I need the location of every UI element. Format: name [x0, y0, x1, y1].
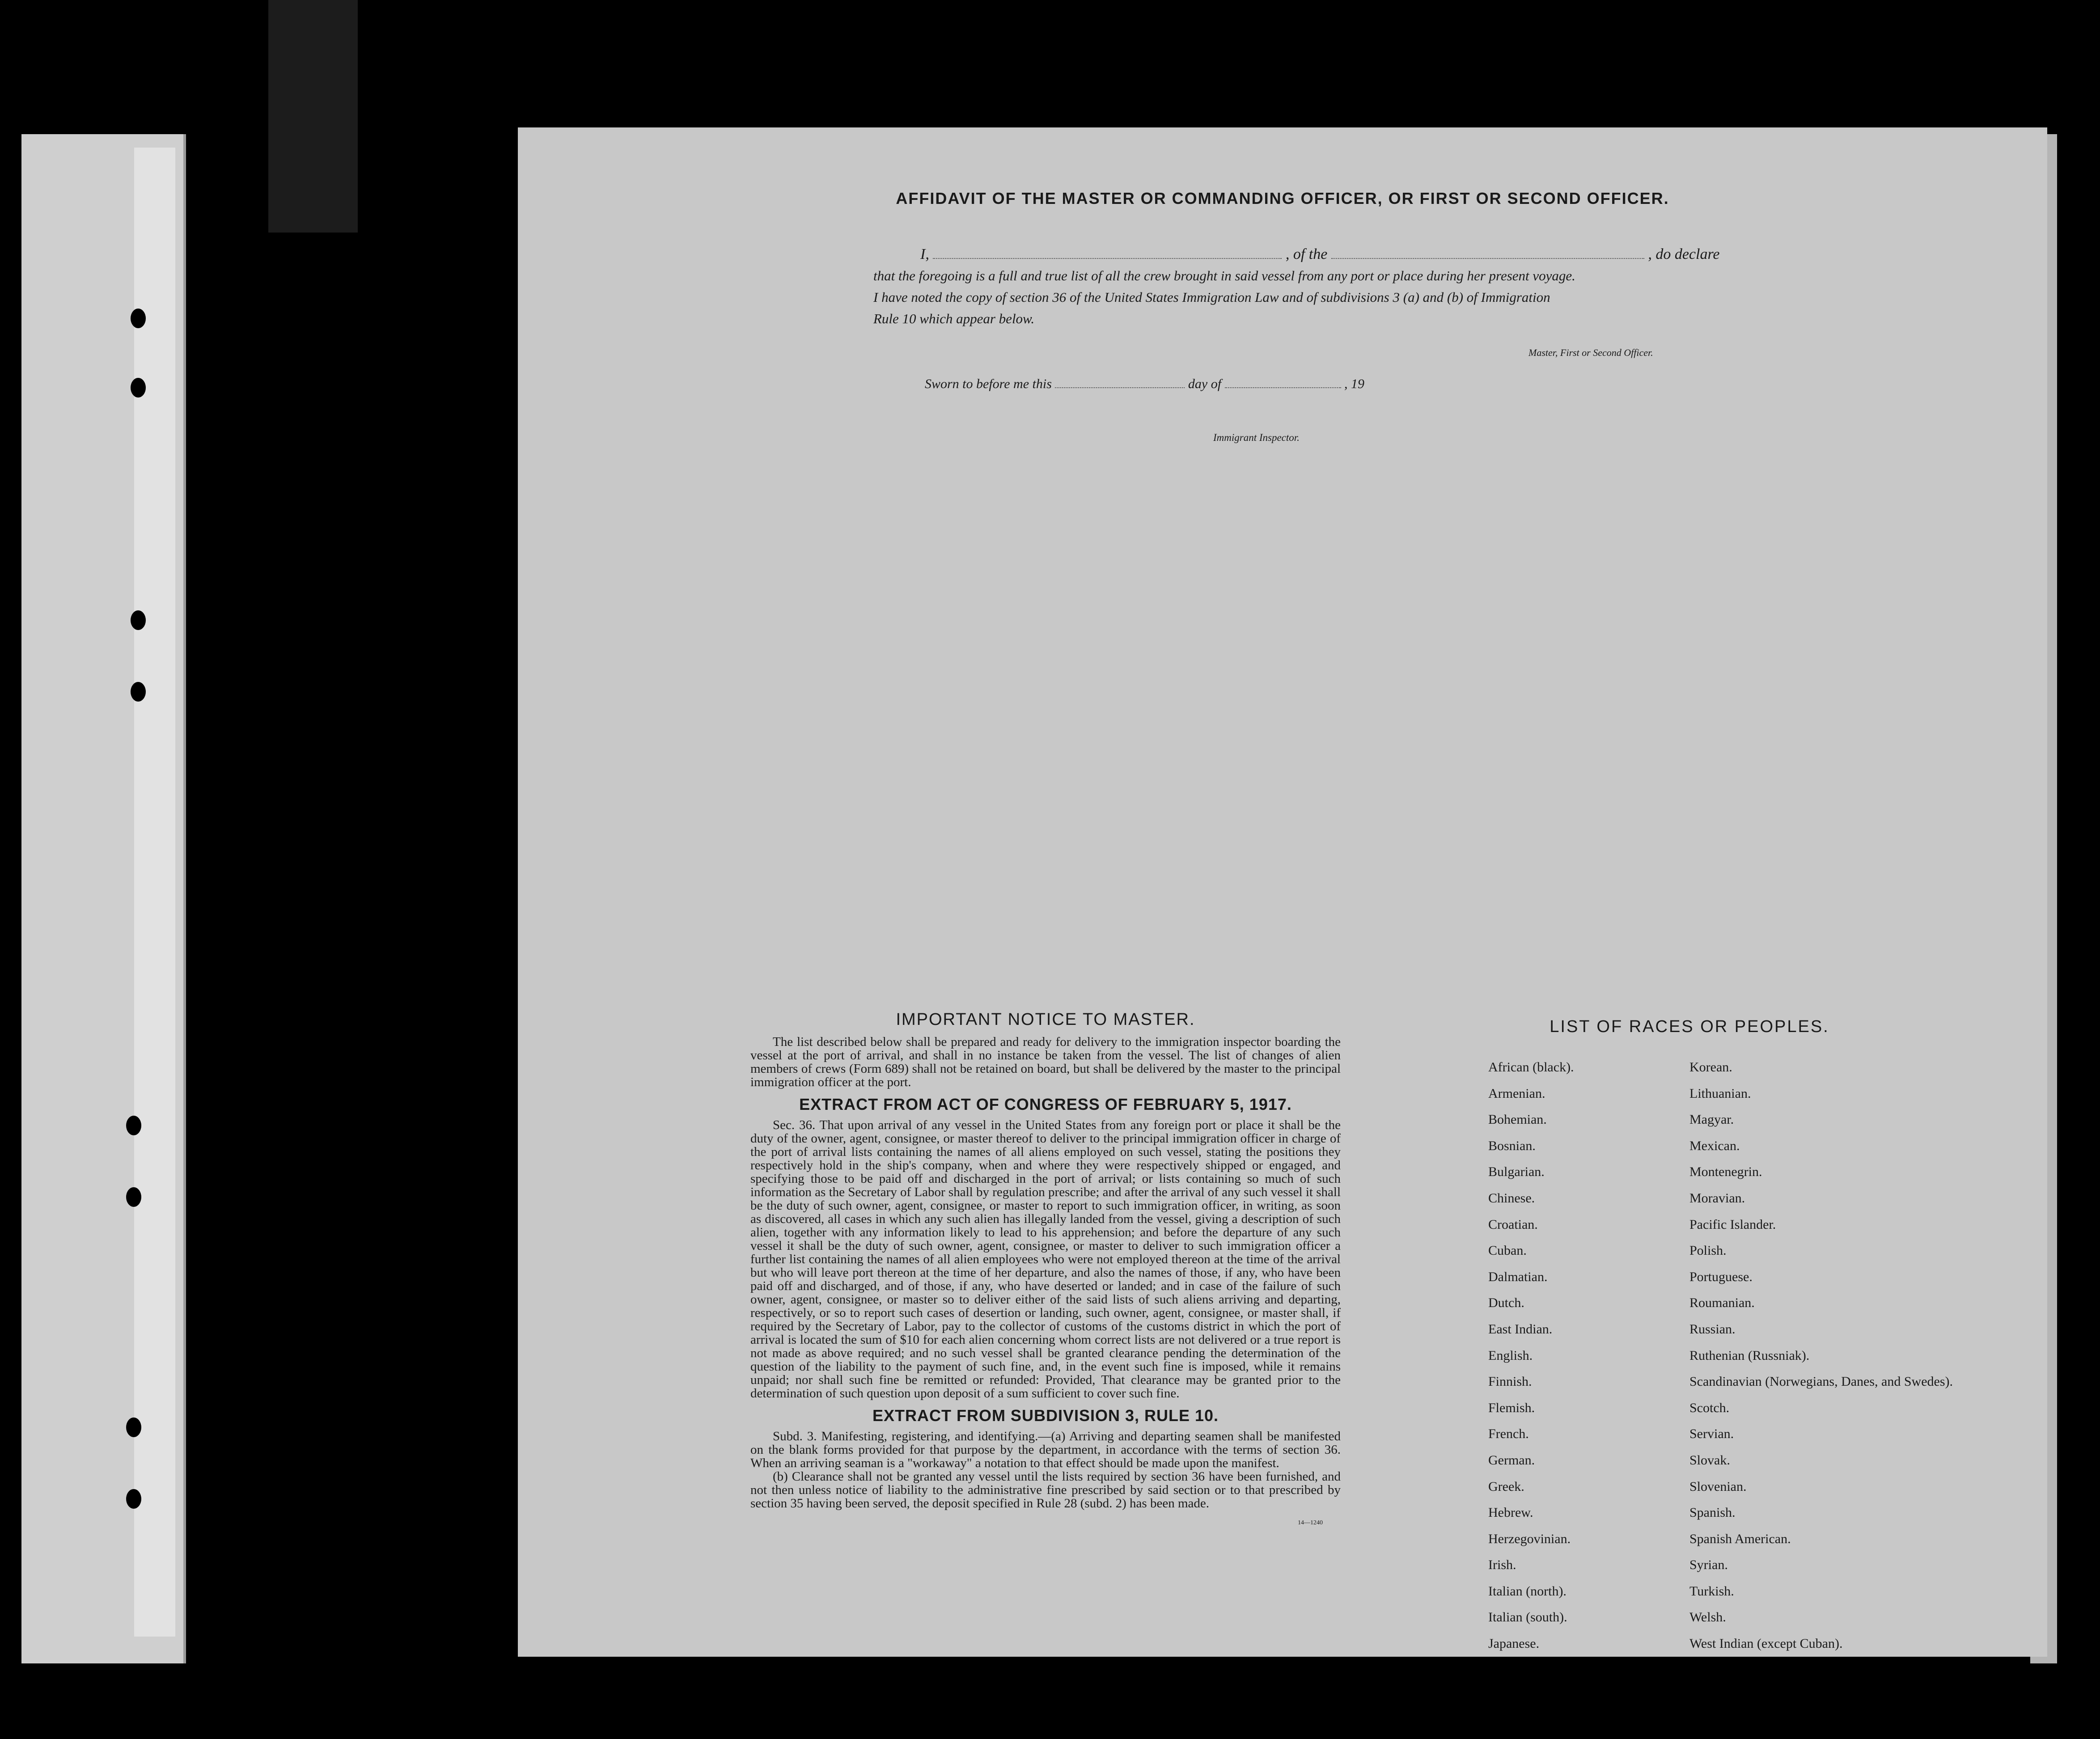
- races-column-1: [1488, 1054, 1689, 1657]
- punch-hole: [131, 610, 146, 630]
- race-entry: Mexican.: [1689, 1138, 1740, 1153]
- race-entry: Magyar.: [1689, 1112, 1734, 1127]
- form-number: 14—1240: [1298, 1519, 1323, 1526]
- race-entry: Servian.: [1689, 1426, 1734, 1442]
- races-heading: LIST OF RACES OR PEOPLES.: [1550, 1017, 1829, 1036]
- notice-text: The list described below shall be prepared and ready for delivery to the immigration inspector boarding the vessel at the port of arrival, and shall in no instance be taken from the vessel. The list of changes of alien members of crews (Form 689) shall not be retained on board, but shall be delivered by the master to the principal immigration officer at the port.: [750, 1035, 1341, 1089]
- extract-rule-heading: EXTRACT FROM SUBDIVISION 3, RULE 10.: [872, 1406, 1219, 1425]
- affidavit-line-2: that the foregoing is a full and true list of all the crew brought in said vessel from any port or place during her present voyage.: [873, 268, 1575, 283]
- race-entry: Japanese.: [1488, 1636, 1540, 1651]
- race-entry: Armenian.: [1488, 1086, 1545, 1101]
- race-entry: Turkish.: [1689, 1583, 1734, 1599]
- race-entry: Welsh.: [1689, 1610, 1726, 1625]
- section-36-text: Sec. 36. That upon arrival of any vessel in the United States from any foreign port or place it shall be the duty of the owner, agent, consignee, or master thereof to deliver to the principal immigration officer in charge of the port of arrival lists containing the names of all aliens employed on such vessel, stating the positions they respectively hold in the ship's company, when and where they were respectively shipped or engaged, and specifying those to be paid off and discharged in the port of arrival; or lists containing so much of such information as the Secretary of Labor shall by regulation prescribe; and after the arrival of any such vessel it shall be the duty of such owner, agent, consignee, or master to report to such immigration officer, in writing, as soon as discovered, all cases in which any such alien has illegally landed from the vessel, giving a description of such alien, together with any information likely to lead to his apprehension; and before the departure of any such vessel it shall be the duty of such owner, agent, consignee, or master to deliver to such immigration officer a further list containing the names of all alien employees who were not employed thereon at the time of the arrival but who will leave port thereon at the time of her departure, and also the names of those, if any, who have been paid off and discharged, and of those, if any, who have deserted or landed; and in case of the failure of such owner, agent, consignee, or master so to deliver either of the said lists of such aliens arriving and departing, respectively, or so to report such cases of desertion or landing, such owner, agent, consignee, or master shall, if required by the Secretary of Labor, pay to the collector of customs of the customs district in which the port of arrival is located the sum of $10 for each alien concerning whom correct lists are not delivered or a true report is not made as above required; and no such vessel shall be granted clearance pending the determination of the question of the liability to the payment of such fine, and, in the event such fine is imposed, while it remains unpaid; nor shall such fine be remitted or refunded: Provided, That clearance may be granted prior to the determination of such question upon deposit of a sum sufficient to cover such fine.: [750, 1118, 1341, 1401]
- race-entry: East Indian.: [1488, 1321, 1553, 1337]
- punch-hole: [131, 682, 146, 702]
- affidavit-line-3: I have noted the copy of section 36 of the United States Immigration Law and of subdivisions 3 (a) and (b) of Immigration: [873, 289, 1550, 305]
- race-entry: Bulgarian.: [1488, 1164, 1545, 1180]
- affidavit-form-sheet: [518, 127, 2047, 1657]
- races-list-section: [1488, 1017, 1953, 1657]
- affidavit-i-label: I,: [920, 246, 929, 262]
- affidavit-line-1: [920, 244, 1720, 265]
- race-entry: Bohemian.: [1488, 1112, 1547, 1127]
- subdivision-a-text: Subd. 3. Manifesting, registering, and identifying.—(a) Arriving and departing seamen shall be manifested on the blank forms provided for that purpose by the department, in accordance with the terms of section 36. When an arriving seaman is a "workaway" a notation to that effect should be made upon the manifest.: [750, 1429, 1341, 1470]
- race-entry: Portuguese.: [1689, 1269, 1753, 1284]
- affidavit-line-4: Rule 10 which appear below.: [873, 311, 1035, 326]
- race-entry: Bosnian.: [1488, 1138, 1536, 1153]
- affidavit-title: AFFIDAVIT OF THE MASTER OR COMMANDING OFFICER, OR FIRST OR SECOND OFFICER.: [896, 189, 1669, 207]
- race-entry: French.: [1488, 1426, 1529, 1442]
- do-declare-label: , do declare: [1648, 246, 1720, 262]
- subdivision-b-text: (b) Clearance shall not be granted any vessel until the lists required by section 36 have been furnished, and not then unless notice of liability to the administrative fine prescribed by said section or to that prescribed by section 35 having been served, the deposit specified in Rule 28 (subd. 2) has been made.: [750, 1469, 1341, 1511]
- race-entry: Slovenian.: [1689, 1479, 1747, 1494]
- race-entry: Ruthenian (Russniak).: [1689, 1348, 1810, 1363]
- important-notice-section: [750, 1010, 1341, 1530]
- left-sheet-fold: [134, 148, 175, 1637]
- punch-hole: [126, 1489, 141, 1509]
- race-entry: Spanish American.: [1689, 1531, 1791, 1546]
- master-name-blank[interactable]: [933, 258, 1282, 259]
- sworn-label: Sworn to before me this: [925, 377, 1052, 391]
- race-entry: Italian (south).: [1488, 1610, 1567, 1625]
- sworn-month-blank[interactable]: [1225, 387, 1341, 388]
- race-entry: Russian.: [1689, 1321, 1736, 1337]
- race-entry: Polish.: [1689, 1243, 1727, 1258]
- punch-hole: [131, 378, 146, 398]
- race-entry: Greek.: [1488, 1479, 1524, 1494]
- torn-paper-scrap: [268, 0, 358, 233]
- punch-hole: [126, 1116, 141, 1135]
- punch-hole: [131, 309, 146, 328]
- of-the-label: , of the: [1285, 246, 1328, 262]
- race-entry: German.: [1488, 1452, 1535, 1468]
- race-entry: Italian (north).: [1488, 1583, 1567, 1599]
- race-entry: Scandinavian (Norwegians, Danes, and Swedes).: [1689, 1374, 1953, 1389]
- race-entry: African (black).: [1488, 1060, 1574, 1075]
- race-entry: Finnish.: [1488, 1374, 1532, 1389]
- race-entry: West Indian (except Cuban).: [1689, 1636, 1843, 1651]
- punch-hole: [126, 1187, 141, 1207]
- race-entry: English.: [1488, 1348, 1533, 1363]
- master-signature-label: Master, First or Second Officer.: [1528, 347, 1653, 358]
- sworn-line: [925, 373, 1364, 395]
- sworn-day-blank[interactable]: [1055, 387, 1185, 388]
- race-entry: Flemish.: [1488, 1400, 1535, 1415]
- race-entry: Herzegovinian.: [1488, 1531, 1571, 1546]
- race-entry: Chinese.: [1488, 1190, 1535, 1206]
- punch-hole: [126, 1417, 141, 1437]
- race-entry: Scotch.: [1689, 1400, 1730, 1415]
- race-entry: Croatian.: [1488, 1217, 1538, 1232]
- race-entry: Pacific Islander.: [1689, 1217, 1776, 1232]
- race-entry: Dutch.: [1488, 1295, 1524, 1311]
- race-entry: Irish.: [1488, 1557, 1516, 1573]
- day-of-label: day of: [1188, 377, 1222, 391]
- race-entry: Dalmatian.: [1488, 1269, 1548, 1284]
- race-entry: Roumanian.: [1689, 1295, 1755, 1311]
- race-entry: Spanish.: [1689, 1505, 1736, 1520]
- year-label: , 19: [1344, 377, 1365, 391]
- race-entry: Montenegrin.: [1689, 1164, 1762, 1180]
- race-entry: Slovak.: [1689, 1452, 1730, 1468]
- race-entry: Lithuanian.: [1689, 1086, 1751, 1101]
- race-entry: Moravian.: [1689, 1190, 1745, 1206]
- notice-heading: IMPORTANT NOTICE TO MASTER.: [896, 1010, 1195, 1029]
- vessel-name-blank[interactable]: [1331, 258, 1644, 259]
- race-entry: Korean.: [1689, 1060, 1732, 1075]
- race-entry: Syrian.: [1689, 1557, 1728, 1573]
- races-column-2: [1689, 1054, 1953, 1657]
- race-entry: Hebrew.: [1488, 1505, 1533, 1520]
- inspector-label: Immigrant Inspector.: [1213, 432, 1300, 443]
- race-entry: Cuban.: [1488, 1243, 1527, 1258]
- extract-act-heading: EXTRACT FROM ACT OF CONGRESS OF FEBRUARY 5, 1917.: [799, 1095, 1292, 1113]
